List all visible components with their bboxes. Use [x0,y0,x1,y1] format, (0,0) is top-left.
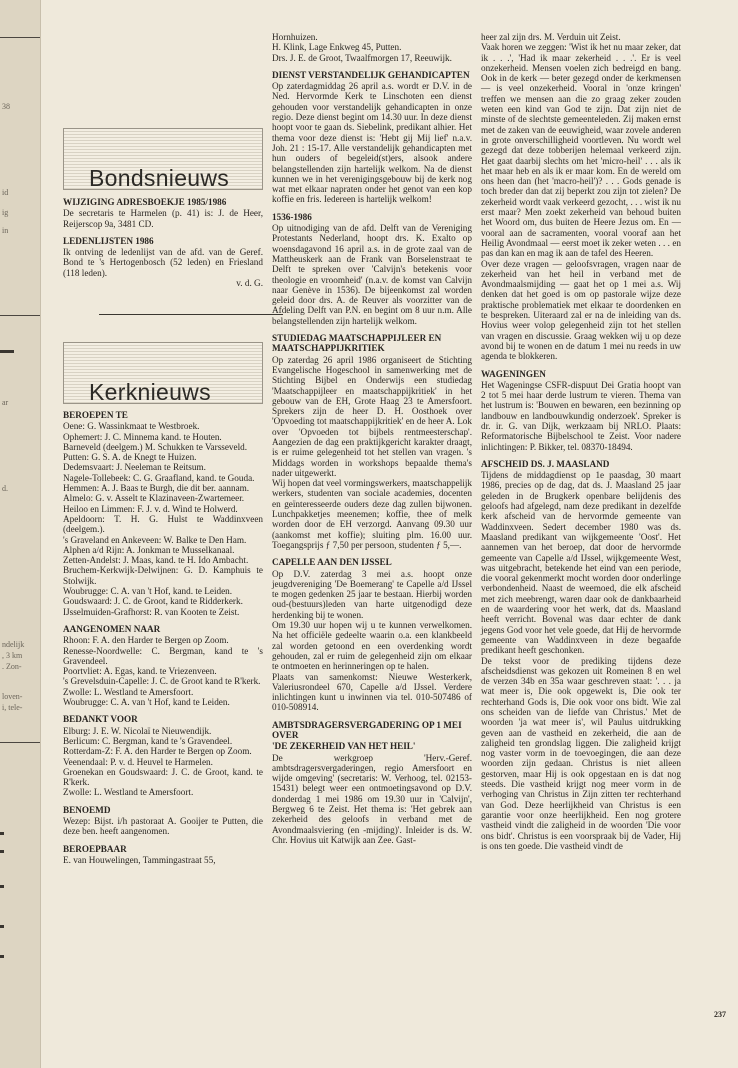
article-text: Over deze vragen — geloofsvragen, vragen naar de zekerheid van het heil in verband met de Avondmaalsmijding — gaat het op 1 mei a.s. Wij denken dat het goed is om op pastorale wijze deze praktische problematiek met elkaar te doordenken en te bespreken. Uiteraard zal er na de inleiding van ds. Hovius weer volop gelegenheid zijn tot het stellen van vragen en discussie. Graag wekken wij u op deze avond bij te wonen en de datum 1 mei nu reeds in uw agenda te blokkeren. [481,258,681,362]
signature: v. d. G. [236,278,263,289]
section-heading: BEDANKT VOOR [63,714,138,725]
article-text: Vaak horen we zeggen: 'Wist ik het nu maar zeker, dat ik . . .', 'Had ik maar zekerheid . . .'. Er is veel onzekerheid. Mensen voelen zich bedreigd en bang. Ook in de kerk — beter gezegd onder de kerkmensen — is veel onzekerheid. Vooral in 'onze kringen' treffen we mensen aan die zo graag zeker zouden weten een kind van God te zijn. Dat zijn niet de minste of de slechtste gemeenteleden. Zij maken ernst met de zaken van de eeuwigheid, waar zovele anderen in grote onverschilligheid voortleven. Nu wordt wel gezegd dat deze tobberijen helemaal verkeerd zijn. Het gaat daarbij slechts om het 'micro-heil' . . . als ik het maar heb en als ik er maar kom. En de wereld om ons heen dan (het 'macro-heil')? . . . Gods genade is toch breder dan dat zij beperkt zou zijn tot zielen? De zekerheid wordt vaak verkeerd gezocht, . . . wist ik nu erst maar? Men zoekt zekerheid van behoud buiten het Woord om, dus buiten de Heere Jezus om. En — vooral aan de sacramenten, vooral vooraf aan het Heilig Avondmaal — eerst moet ik zeker weten . . . en pas dan kan en mag ik aan de tafel des Heeren. [481,42,681,259]
section-heading: WAGENINGEN [481,368,546,379]
margin-rule [0,315,40,316]
previous-page-edge [0,0,41,1068]
list-item: Hemmen: A. J. Baas te Burgh, die dit ber. aannam. [63,483,250,494]
list-item: Elburg: J. E. W. Nicolaï te Nieuwendijk. [63,725,212,736]
list-item: Veenendaal: P. v. d. Heuvel te Harmelen. [63,756,213,767]
column-3 [481,32,681,851]
section-heading: BENOEMD [63,804,111,815]
list-item: Putten: G. S. A. de Knegt te Huizen. [63,452,197,463]
article-text: Wij hopen dat veel vormingswerkers, maatschappelijk werkers, studenten van sociale academies, docenten en geïnteresseerde ouders deze dag zullen bijwonen. Lunchpakketjes meenemen; koffie, thee of melk worden door de EH verzorgd. Aanvang 09.30 uur (aankomst met koffie); sluiting plm. 16.00 uur. Toegangsprijs ƒ 7,50 per persoon, studenten ƒ 5,—. [272,478,472,550]
list-item: Rotterdam-Z: F. A. den Harder te Bergen op Zoom. [63,746,252,757]
column-1-kerknieuws [63,342,263,865]
margin-fragment: ig [2,208,9,217]
list-item: Bruchem-Kerkwijk-Delwijnen: G. D. Kamphuis te Stolwijk. [63,565,263,586]
margin-fragment: ar [2,398,9,407]
margin-fragment: i, tele- [2,703,23,712]
list-item: Rhoon: F. A. den Harder te Bergen op Zoom. [63,635,229,646]
list-item: Woubrugge: C. A. van 't Hof, kand te Leiden. [63,697,230,708]
margin-bar [0,925,4,928]
section-heading: AMBTSDRAGERSVERGADERING OP 1 MEI OVER [272,719,462,740]
list-item: Nagele-Tollebeek: C. G. Graafland, kand. te Gouda. [63,472,255,483]
article-text: Plaats van samenkomst: Nieuwe Westerkerk, Valeriusrondeel 670, Capelle a/d IJssel. Verdere inlichtingen kunt u inwinnen via tel. 010-507486 of 010-508914. [272,671,472,713]
list-item: Poortvliet: A. Egas, kand. te Vriezenveen. [63,666,217,677]
list-item: Groenekan en Goudswaard: J. C. de Groot, kand. te R'kerk. [63,766,263,788]
margin-fragment: . Zon- [2,662,22,671]
margin-fragment: id [2,188,9,197]
article-text: Op zaterdag 26 april 1986 organiseert de Stichting Evangelische Hogeschool in samenwerking met de Stichting Bijbel en Onderwijs een studiedag 'Maatschappijleer en maatschappijkritiek' in het gebouw van de EH, Grote Haag 23 te Amersfoort. Sprekers zijn de heer D. H. Oosthoek over 'Opvoeding tot maatschappijkritiek' en de heer A. Lok over 'Opvoeden tot bijbels rentmeesterschap'. Aangezien de dag een praktijkgericht karakter draagt, is er ruime gelegenheid tot het stellen van vragen. 's Middags worden in workshops bepaalde thema's nader uitgewerkt. [272,354,472,478]
magazine-page [41,0,738,1068]
article-text: Het Wageningse CSFR-dispuut Dei Gratia hoopt van 2 tot 5 mei haar derde lustrum te vieren. Thema van het lustrum is: 'Bouwen en bewaren, een bezinning op landbouw en landbouwkundig onderzoek'. Spreker is dr. ir. G. van Dijk, werkzaam bij NRLO. Plaats: Reformatorische Bijbelschool te Zeist. Voor nadere inlichtingen: P. Bikker, tel. 08370-18494. [481,379,681,452]
margin-bar [0,350,14,353]
article-text: Op uitnodiging van de afd. Delft van de Vereniging Protestants Nederland, hoopt drs. K. Exalto op woensdagavond 16 april a.s. in de grote zaal van de Mattheuskerk aan de Frank van Borselenstraat te Delft te spreken over 'Calvijn's betekenis voor theologie en vroomheid' (n.a.v. de komst van Calvijn naar Genève in 1536). De bijeenkomst zal worden geleid door drs. A. de Reuver als voorzitter van de Afdeling Delft van P.N. en begint om 8 uur n.m. Alle belangstellenden zijn hartelijk welkom. [272,223,472,326]
article-text: Op zaterdagmiddag 26 april a.s. wordt er D.V. in de Ned. Hervormde Kerk te Linschoten een dienst gehouden voor verstandelijk gehandicapten in onze regio. Deze dienst begint om 14.30 uur. In deze dienst hoopt voor te gaan ds. Siebelink, predikant alhier. Het thema voor deze dienst is: 'Hebt gij Mij lief' n.a.v. Joh. 21 : 15-17. Alle verstandelijk gehandicapten met hun ouders of begeleid(st)ers, alsook andere belangstellenden zijn hartelijk welkom. Na de dienst kunnen we in het verenigingsgebouw bij de kerk nog wat met elkaar napraten onder het genot van een kop koffie en fris. Iedereen is hartelijk welkom! [272,81,472,205]
section-heading: BEROEPBAAR [63,843,127,854]
list-item: Alphen a/d Rijn: A. Jonkman te Musselkanaal. [63,544,235,555]
section-heading: AANGENOMEN NAAR [63,623,161,634]
section-heading: WIJZIGING ADRESBOEKJE 1985/1986 [63,197,227,207]
list-item: Zwolle: L. Westland te Amersfoort. [63,787,194,798]
article-text: Tijdens de middagdienst op 1e paasdag, 30 maart 1986, precies op de dag, dat ds. J. Maasland 25 jaar geleden in de Brugkerk openbare belijdenis des geloofs had afgelegd, nam deze predikant in dezelfde kerk afscheid van de hervormde gemeente van Waddinxveen. Sedert december 1980 was ds. Maasland predikant van wijkgemeente 'Oost'. Het aannemen van het beroep, dat door de hervormde gemeente van Capelle a/d IJssel, wijkgemeente West, was uitgebracht, betekende het eind van een periode, die vooral gekenmerkt mocht worden door onderlinge verbondenheid. Naast de weemoed, die elk afscheid met zich meebrengt, waren daar ook de dankbaarheid en de waardering voor het werk, dat ds. Maasland heeft verricht. Bovenal was daar echter de dank jegens God voor het vele goede, dat Hij de hervormde gemeente van Waddinxveen in deze begaafde predikant heeft geschonken. [481,470,681,656]
list-item: IJsselmuiden-Grafhorst: R. van Kooten te Zeist. [63,606,240,617]
section-heading: DIENST VERSTANDELIJK GEHANDICAPTEN [272,69,470,80]
list-item: Ophemert: J. C. Minnema kand. te Houten. [63,431,222,442]
list-item: Zetten-Andelst: J. Maas, kand. te H. Ido Ambacht. [63,555,249,566]
section-heading: CAPELLE AAN DEN IJSSEL [272,557,392,568]
article-text: heer zal zijn drs. M. Verduin uit Zeist. [481,32,621,42]
margin-fragment: in [2,226,9,235]
list-item: Berlicum: C. Bergman, kand te 's Gravendeel. [63,735,233,746]
list-item: 's Graveland en Ankeveen: W. Balke te Den Ham. [63,534,247,545]
list-item: Heiloo en Limmen: F. J. v. d. Wind te Holwerd. [63,503,238,514]
list-item: 's Grevelsduin-Capelle: J. C. de Groot kand te R'kerk. [63,676,261,687]
list-item: Apeldoorn: T. H. G. Hulst te Waddinxveen (deelgem.). [63,513,263,535]
bondsnieuws-title: Bondsnieuws [89,164,230,191]
article-text: E. van Houwelingen, Tammingastraat 55, [63,854,216,865]
section-subheading: 'DE ZEKERHEID VAN HET HEIL' [272,741,416,752]
section-heading: 1536-1986 [272,211,312,222]
list-item: Oene: G. Wassinkmaat te Westbroek. [63,421,200,432]
article-text: Ik ontving de ledenlijst van de afd. van de Geref. Bond te 's Hertogenbosch (52 leden) en Friesland (118 leden). [63,247,263,278]
list-item: Renesse-Noordwelle: C. Bergman, kand te 's Gravendeel. [63,645,263,666]
list-item: Almelo: G. v. Asselt te Klazinaveen-Zwartemeer. [63,493,245,504]
page-number: 237 [714,1010,726,1019]
margin-bar [0,850,4,853]
article-text: De tekst voor de prediking tijdens deze afscheidsdienst was gekozen uit Romeinen 8 en wel de verzen 34b en 35a waar geschreven staat: '. . . ja wat meer is, Die ook opgewekt is, Die ook ter rechterhand Gods is, Die ook voor ons bidt. Wie zal ons scheiden van de liefde van Christus.' Met de woorden 'ja wat meer is', wil Paulus uitdrukking geven aan de vastheid en zekerheid, die aan de zaligheid ten grondslag liggen. Die zaligheid krijgt nog vaster vorm in de toevoegingen, die aan deze woorden zijn gedaan. Christus is niet alleen gestorven, maar Hij is ook opgestaan en is dat nog steeds. Die vastheid krijgt nog meer vorm in de verhoging van Christus in Zijn zitten ter rechterhand van God. Deze heerlijkheid van Christus is een garantie voor onze heerlijkheid. Een nog grotere vastheid vindt die zaligheid in de woorden 'Die voor ons bidt'. Christus is een voorspraak bij de Vader, Hij is ons ten goede. Die vastheid vindt de [481,655,681,851]
margin-fragment: loven- [2,692,23,701]
article-text: Om 19.30 uur hopen wij u te kunnen verwelkomen. Na het officiële gedeelte waarin o.a. een klankbeeld zal worden getoond en een overdenking wordt gehouden, zal er ruim de gelegenheid zijn om elkaar te ontmoeten en herinneringen op te halen. [272,620,472,672]
margin-rule [0,37,40,38]
section-heading: AFSCHEID DS. J. MAASLAND [481,458,610,469]
margin-bar [0,832,4,835]
address-line: Hornhuizen. [272,32,318,42]
article-text: Op D.V. zaterdag 3 mei a.s. hoopt onze jeugdvereniging 'De Boemerang' te Capelle a/d IJssel te mogen gedenken 25 jaar te bestaan. Hierbij worden oud-(bestuurs)leden van harte uitgenodigd deze herdenking bij te wonen. [272,568,472,620]
article-text: Wezep: Bijst. i/h pastoraat A. Gooijer te Putten, die deze ben. heeft aangenomen. [63,815,263,837]
column-1 [63,128,263,288]
section-heading: STUDIEDAG MAATSCHAPPIJLEER EN MAATSCHAPPIJKRITIEK [272,333,442,354]
margin-bar [0,955,4,958]
list-item: Woubrugge: C. A. van 't Hof, kand. te Leiden. [63,586,233,597]
kerknieuws-title: Kerknieuws [89,378,211,405]
margin-rule [0,742,40,743]
margin-bar [0,885,4,888]
list-item: Goudswaard: J. C. de Groot, kand te Ridderkerk. [63,596,243,607]
list-item: Barneveld (deelgem.) M. Schukken te Varsseveld. [63,441,248,452]
kerknieuws-banner [63,342,263,404]
article-text: De secretaris te Harmelen (p. 41) is: J. de Heer, Reijerscop 9a, 3481 CD. [63,208,263,229]
bondsnieuws-banner [63,128,263,190]
margin-fragment: , 3 km [2,651,23,660]
address-line: Drs. J. E. de Groot, Twaalfmorgen 17, Reeuwijk. [272,52,452,63]
column-2 [272,32,472,845]
margin-fragment: 38 [2,102,10,111]
list-item: Zwolle: L. Westland te Amersfoort. [63,686,194,697]
section-heading: BEROEPEN TE [63,410,128,420]
section-heading: LEDENLIJSTEN 1986 [63,235,154,246]
article-text: De werkgroep 'Herv.-Geref. ambtsdragersvergaderingen, regio Amersfoort en wijde omgeving' (secretaris: W. Verhoog, tel. 02153-15431) belegt weer een ontmoetingsavond op D.V. donderdag 1 mei 1986 om 19.30 uur in 'Calvijn', Bergweg 6 te Zeist. Het thema is: 'Het gebrek aan zekerheid des geloofs in verband met de Avondmaalsviering (en -mijding)'. Inleider is ds. W. Chr. Hovius uit Katwijk aan Zee. Gast- [272,752,472,845]
margin-fragment: ndelijk [2,640,25,649]
list-item: Dedemsvaart: J. Neeleman te Reitsum. [63,462,206,473]
address-line: H. Klink, Lage Enkweg 45, Putten. [272,42,402,53]
section-divider [99,314,283,315]
margin-fragment: d. [2,484,8,493]
